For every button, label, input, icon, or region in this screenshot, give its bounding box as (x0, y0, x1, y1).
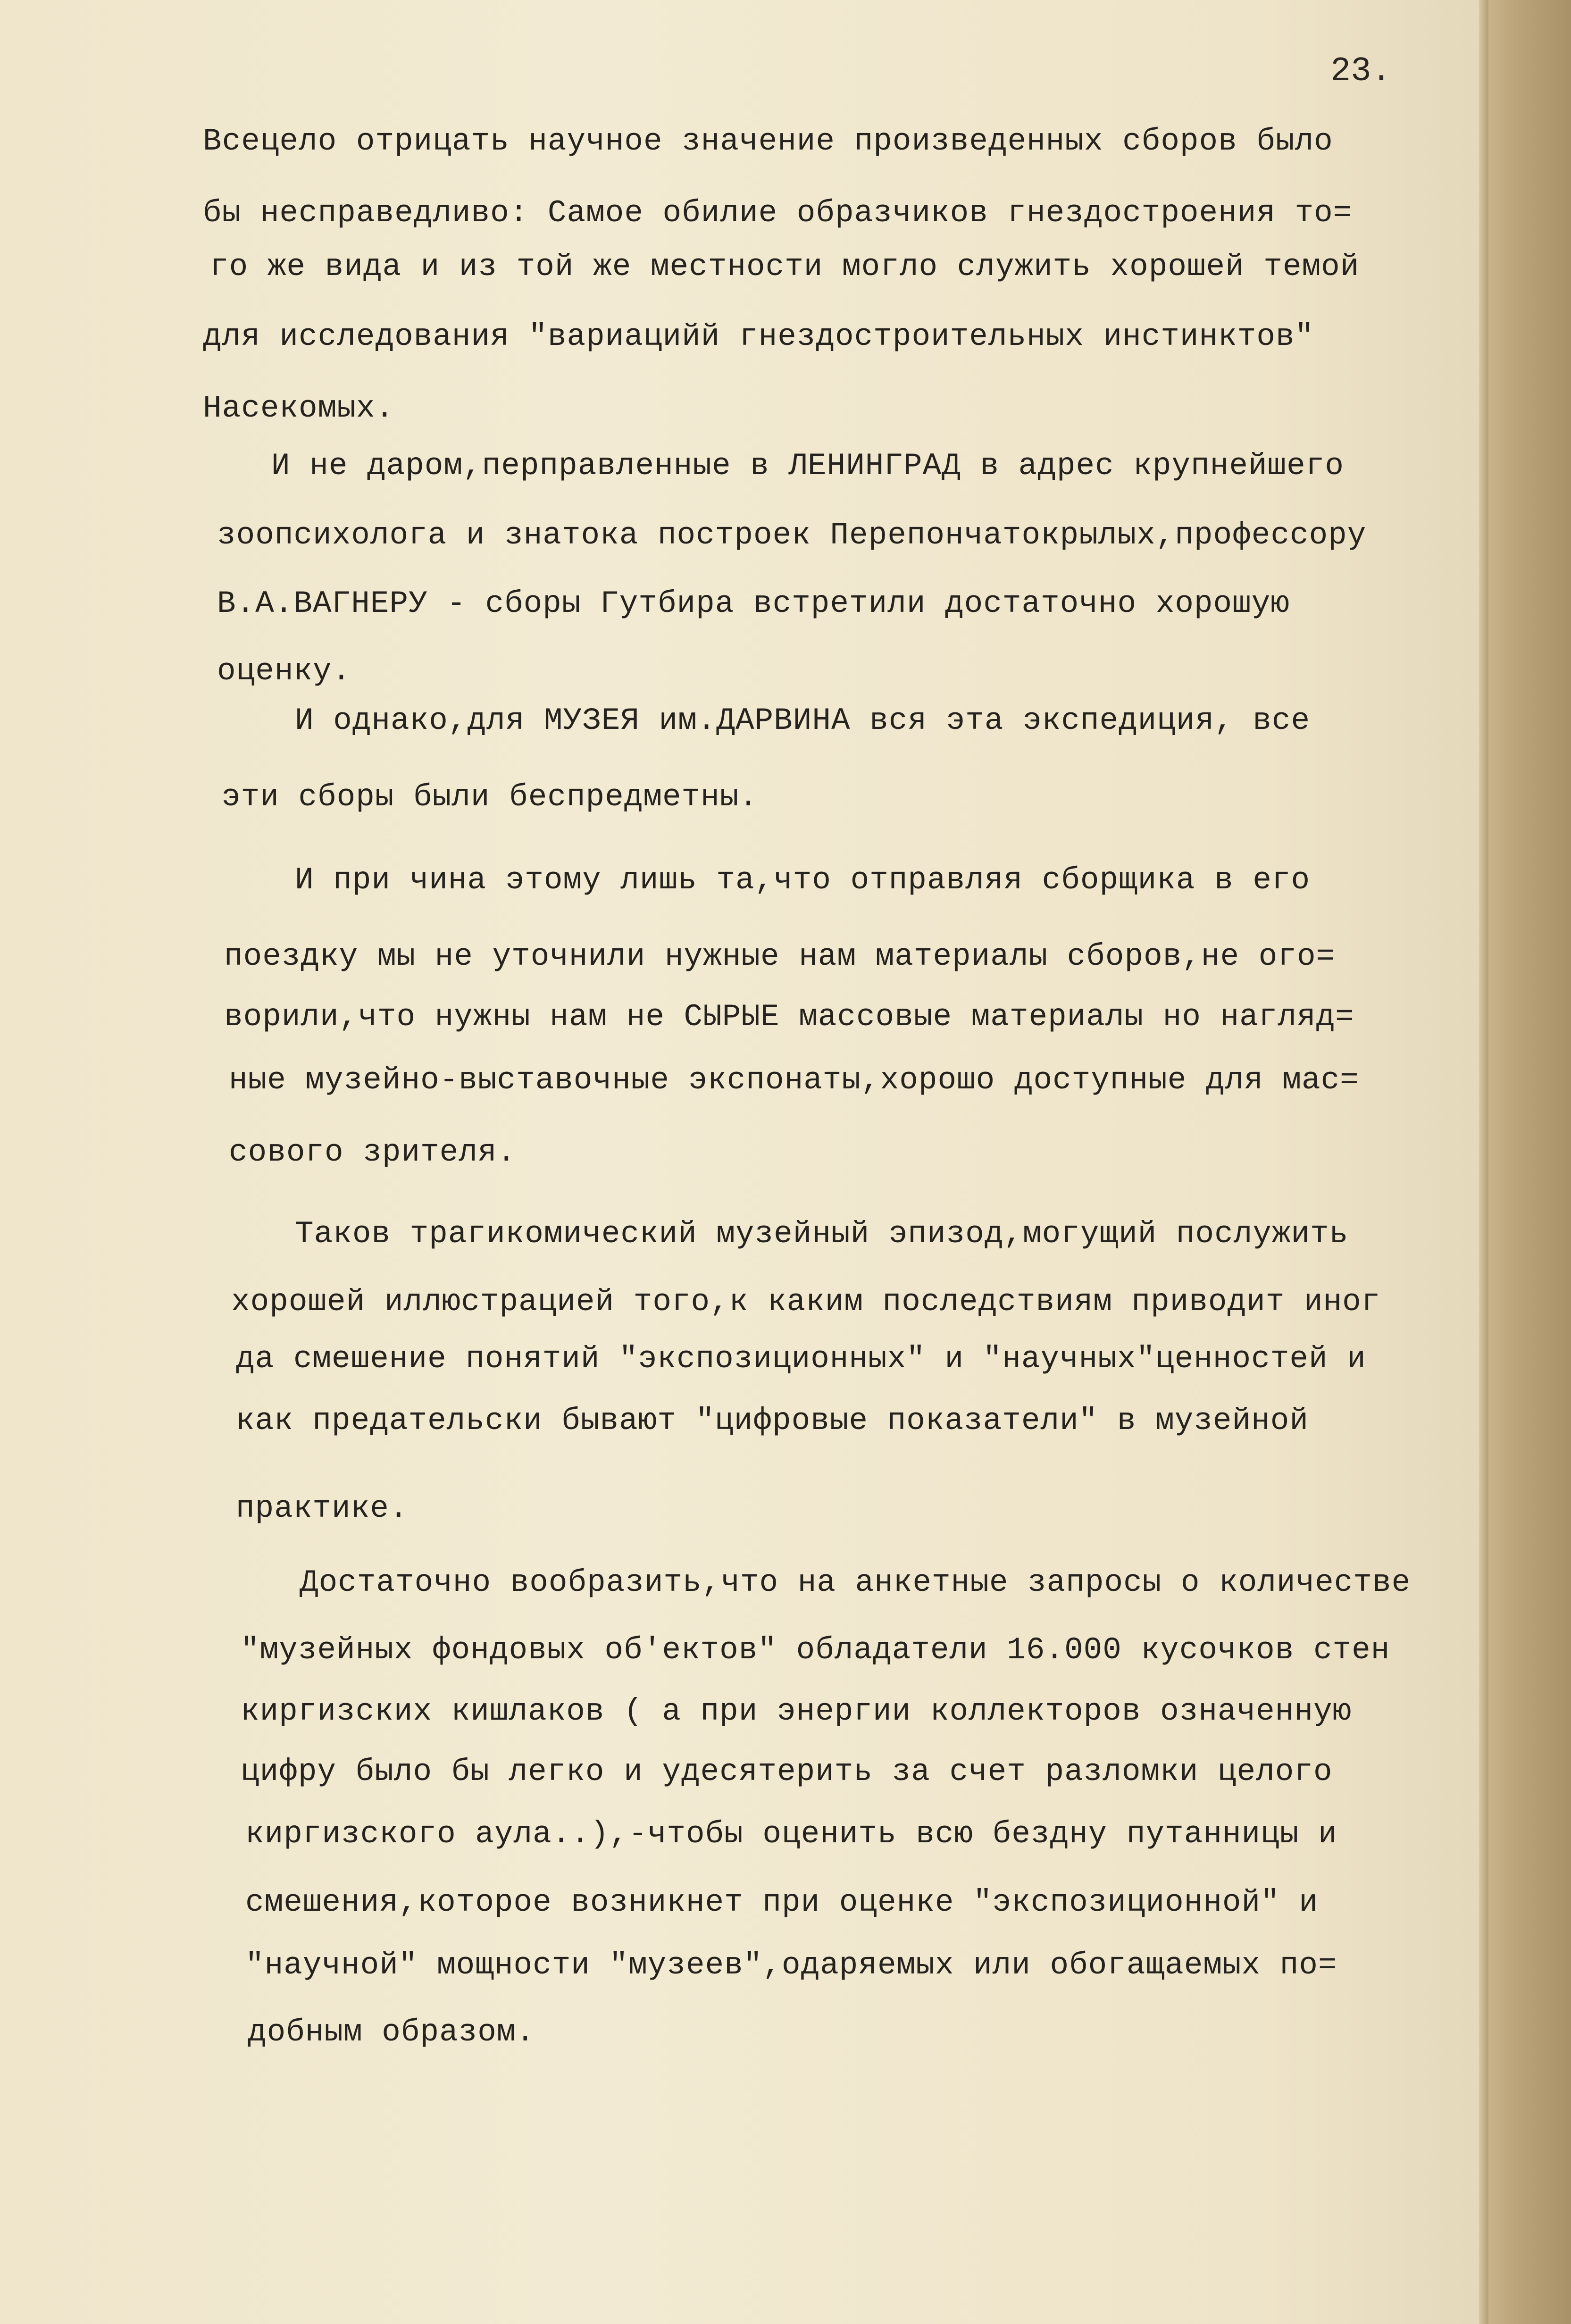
text-line: как предательски бывают "цифровые показатели" в музейной (236, 1403, 1309, 1438)
page-number: 23. (1330, 52, 1392, 91)
text-line: Достаточно вообразить,что на анкетные запросы о количестве (300, 1565, 1411, 1600)
text-line: Насекомых. (203, 391, 395, 426)
text-line: "научной" мощности "музеев",одаряемых или обогащаемых по= (245, 1948, 1337, 1983)
text-line: И однако,для МУЗЕЯ им.ДАРВИНА вся эта экспедиция, все (295, 703, 1311, 738)
backing-sheet (1488, 0, 1571, 2324)
text-line: да смешение понятий "экспозиционных" и "научных"ценностей и (236, 1341, 1366, 1377)
text-line: поездку мы не уточнили нужные нам материалы сборов,не ого= (224, 939, 1336, 974)
text-line: В.А.ВАГНЕРУ - сборы Гутбира встретили достаточно хорошую (217, 586, 1290, 621)
text-line: цифру было бы легко и удесятерить за счет разломки целого (241, 1754, 1333, 1789)
text-line: практике. (236, 1491, 409, 1526)
text-line: киргизских кишлаков ( а при энергии коллекторов означенную (241, 1694, 1352, 1729)
text-line: Всецело отрицать научное значение произведенных сборов было (203, 124, 1333, 159)
text-line: Таков трагикомический музейный эпизод,могущий послужить (295, 1216, 1349, 1252)
text-line: ные музейно-выставочные экспонаты,хорошо доступные для мас= (229, 1062, 1359, 1098)
text-line: И не даром,перправленные в ЛЕНИНГРАД в адрес крупнейшего (271, 448, 1344, 484)
text-line: добным образом. (248, 2015, 535, 2050)
text-line: смешения,которое возникнет при оценке "экспозиционной" и (245, 1885, 1318, 1920)
text-line: бы несправедливо: Самое обилие образчиков гнездостроения то= (203, 195, 1353, 231)
text-line: для исследования "вариацийй гнездостроительных инстинктов" (203, 319, 1314, 354)
text-line: оценку. (217, 653, 351, 689)
text-line: "музейных фондовых об'ектов" обладатели 16.000 кусочков стен (241, 1632, 1390, 1668)
text-line: хорошей иллюстрацией того,к каким последствиям приводит иног (231, 1284, 1381, 1320)
text-line: го же вида и из той же местности могло служить хорошей темой (210, 249, 1360, 284)
text-line: киргизского аула..),-чтобы оценить всю бездну путанницы и (245, 1816, 1337, 1852)
text-line: И при чина этому лишь та,что отправляя сборщика в его (295, 862, 1311, 898)
text-line: эти сборы были беспредметны. (222, 779, 758, 815)
text-line: сового зрителя. (229, 1135, 517, 1170)
text-line: ворили,что нужны нам не СЫРЫЕ массовые материалы но нагляд= (224, 999, 1354, 1035)
text-line: зоопсихолога и знатока построек Перепончатокрылых,профессору (217, 518, 1367, 553)
